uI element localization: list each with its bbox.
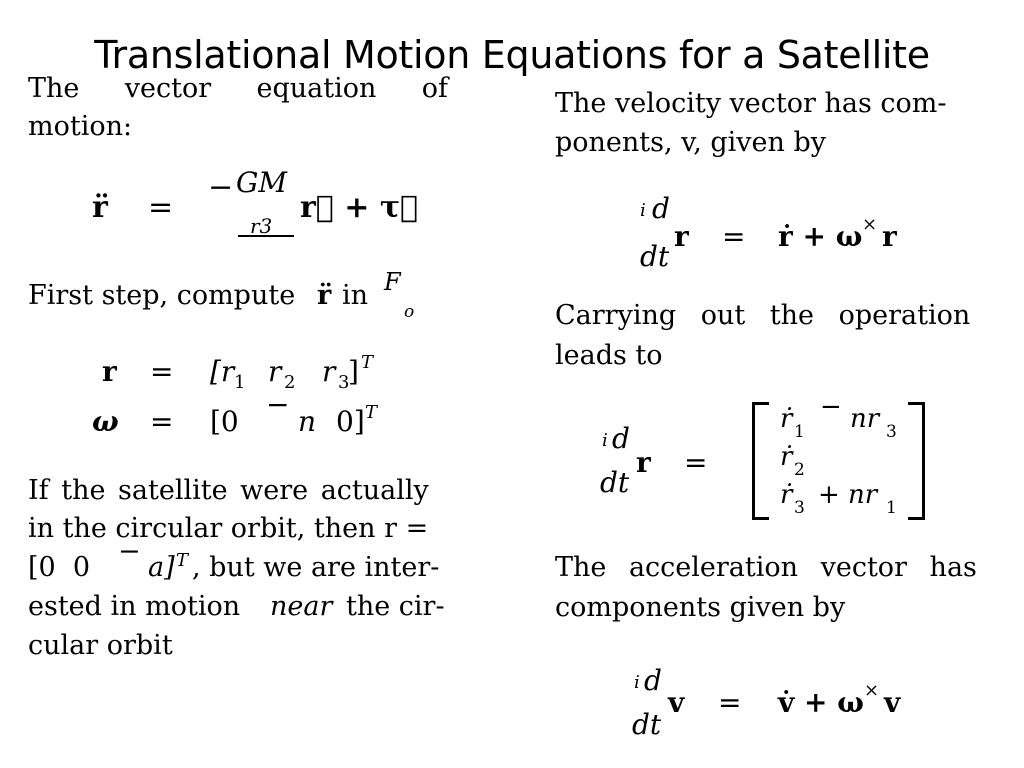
aeq-i: i xyxy=(634,672,640,693)
r-rhs-sub3: 3 xyxy=(338,372,350,393)
p3-line2: in the circular orbit, then r = xyxy=(28,513,429,544)
rp2-line2: leads to xyxy=(555,340,663,371)
veq-equals: = xyxy=(722,220,746,253)
matrix-right-bracket xyxy=(908,402,925,520)
slide-title: Translational Motion Equations for a Satellite xyxy=(94,33,930,77)
veq-dt: dt xyxy=(640,240,670,273)
omega-equals: = xyxy=(150,405,174,438)
omega-end: 0] xyxy=(336,405,365,438)
aeq-equals: = xyxy=(718,686,742,719)
eq1-denominator: r3 xyxy=(250,214,273,238)
veq2-i: i xyxy=(602,430,608,451)
row3-rdot: ṙ xyxy=(780,480,793,510)
row1-sub: 1 xyxy=(794,422,805,442)
omega-T: T xyxy=(365,402,378,423)
p3-line5: cular orbit xyxy=(28,630,173,661)
p2-symbol: r̈ xyxy=(317,280,332,311)
p3-line1: If the satellite were actually xyxy=(28,475,429,506)
veq2-r: r xyxy=(636,446,651,479)
aeq-v: v xyxy=(668,686,685,719)
r-lhs: r xyxy=(102,355,117,388)
aeq-dt: dt xyxy=(632,708,662,741)
veq-rhs-end: r xyxy=(882,220,897,253)
p2-frame-sub: o xyxy=(404,302,415,322)
aeq-cross: × xyxy=(864,680,880,701)
p3-line3T: T xyxy=(176,550,189,571)
row2-rdot: ṙ xyxy=(780,442,793,472)
row1-nr-sub: 3 xyxy=(886,422,897,442)
aeq-rhs: v̇ + ω xyxy=(778,686,864,719)
row3-sub: 3 xyxy=(794,498,805,518)
row3-plus-nr: + nr xyxy=(818,480,878,510)
r-rhs-3: r xyxy=(322,355,336,388)
p3-line3d: , but we are inter- xyxy=(192,552,440,583)
r-rhs-sub2: 2 xyxy=(284,372,296,393)
p3-line3b: − xyxy=(118,536,141,567)
p3-line3a: [0 0 xyxy=(28,552,91,583)
row1-minus: − xyxy=(820,392,842,422)
omega-n: n xyxy=(298,405,317,438)
p3-line3c: a] xyxy=(148,552,175,583)
r-rhs-2: r xyxy=(268,355,282,388)
p2-text: First step, compute xyxy=(28,280,296,311)
eq1-equals: = xyxy=(148,190,174,225)
row1-nr: nr xyxy=(850,404,880,434)
p2-frame: F xyxy=(384,268,401,296)
eq1-numerator: GM xyxy=(236,166,288,199)
eq1-rhs: r⃗ + τ⃗ xyxy=(300,190,419,225)
veq2-equals: = xyxy=(684,446,708,479)
omega-rhs-start: [0 xyxy=(210,405,239,438)
p2-in: in xyxy=(342,280,369,311)
veq-d: d xyxy=(652,192,670,225)
r-rhs-sub1: 1 xyxy=(234,372,246,393)
p3-near: near xyxy=(270,591,333,622)
eq1-lhs: r̈ xyxy=(92,190,108,225)
r-rhs-close: ] xyxy=(348,355,359,388)
rp1-line1: The velocity vector has com- xyxy=(555,88,947,119)
veq2-dt: dt xyxy=(600,466,630,499)
rp1-line2: ponents, v, given by xyxy=(555,127,827,158)
eq1-minus: − xyxy=(208,170,234,205)
left-paragraph-1: The vector equation of motion: xyxy=(28,73,448,142)
matrix-left-bracket xyxy=(752,402,769,520)
r-rhs-1: [r xyxy=(210,355,235,388)
r-rhs-T: T xyxy=(361,352,374,373)
r-equals: = xyxy=(150,355,174,388)
veq-rhs: ṙ + ω xyxy=(778,220,863,253)
row2-sub: 2 xyxy=(794,460,805,480)
p3-line4b: the cir- xyxy=(346,591,445,622)
rp3-line2: components given by xyxy=(555,592,846,623)
rp3-line1: The acceleration vector has xyxy=(555,552,977,583)
p3-line4: ested in motion xyxy=(28,591,241,622)
veq2-d: d xyxy=(612,422,630,455)
omega-lhs: ω xyxy=(92,405,119,438)
row1-rdot: ṙ xyxy=(780,404,793,434)
veq-cross: × xyxy=(862,214,878,235)
veq-r: r xyxy=(674,220,689,253)
rp2-line1: Carrying out the operation xyxy=(555,300,971,331)
aeq-rhs-end: v xyxy=(884,686,901,719)
omega-minus: − xyxy=(266,388,290,421)
row3-nr-sub: 1 xyxy=(886,498,897,518)
aeq-d: d xyxy=(644,664,662,697)
veq-i: i xyxy=(640,200,646,221)
